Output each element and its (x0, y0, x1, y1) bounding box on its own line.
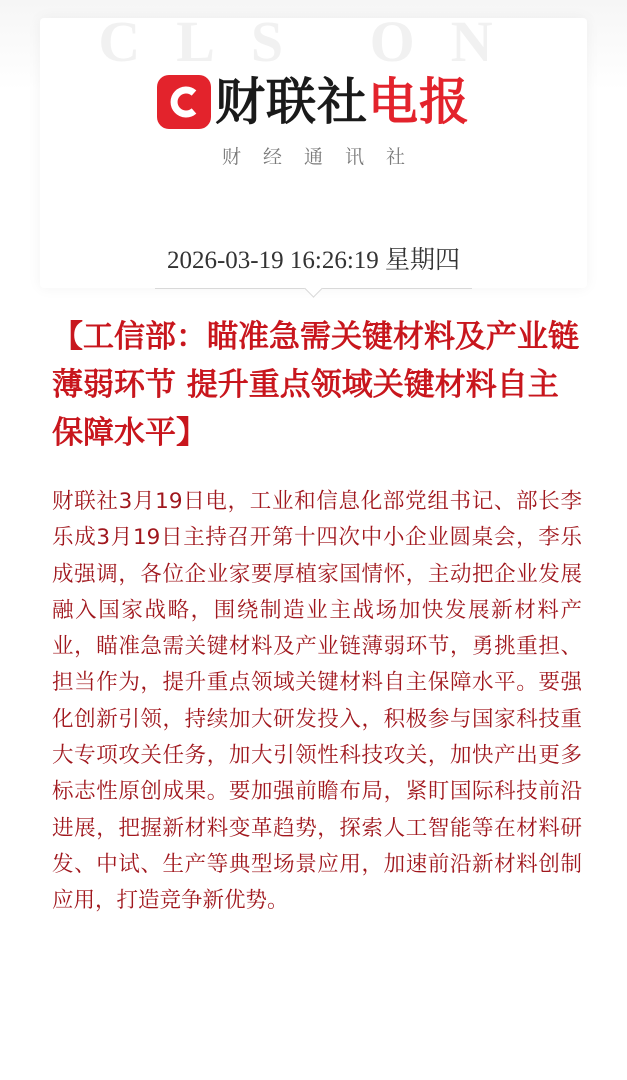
brand-name: 财联社 (215, 73, 368, 131)
brand-subtitle: 财经通讯社 (221, 146, 427, 168)
article-body: 财联社3月19日电，工业和信息化部党组书记、部长李乐成3月19日主持召开第十四次中小企业圆桌会，李乐成强调，各位企业家要厚植家国情怀，主动把企业发展融入国家战略，围绕制造业主战场加快发展新材料产业，瞄准急需关键材料及产业链薄弱环节，勇挑重担、担当作为，提升重点领域关键材料自主保障水平。要强化创新引领，持续加大研发投入，积极参与国家科技重大专项攻关任务，加大引领性科技攻关，加快产出更多标志性原创成果。要加强前瞻布局，紧盯国际科技前沿进展，把握新材料变革趋势，探索人工智能等在材料研发、中试、生产等典型场景应用，加速前沿新材料创制应用，打造竞争新优势。 (52, 489, 582, 914)
brand-logo (0, 72, 627, 132)
cls-c-logo-icon (157, 75, 211, 129)
header-watermark: CLS ON (98, 9, 529, 74)
publish-datetime: 2026-03-19 16:26:19 星期四 (166, 247, 461, 274)
brand-name-highlight: 电报 (368, 73, 470, 131)
article-headline: 【工信部：瞄准急需关键材料及产业链薄弱环节 提升重点领域关键材料自主保障水平】 (52, 319, 579, 451)
